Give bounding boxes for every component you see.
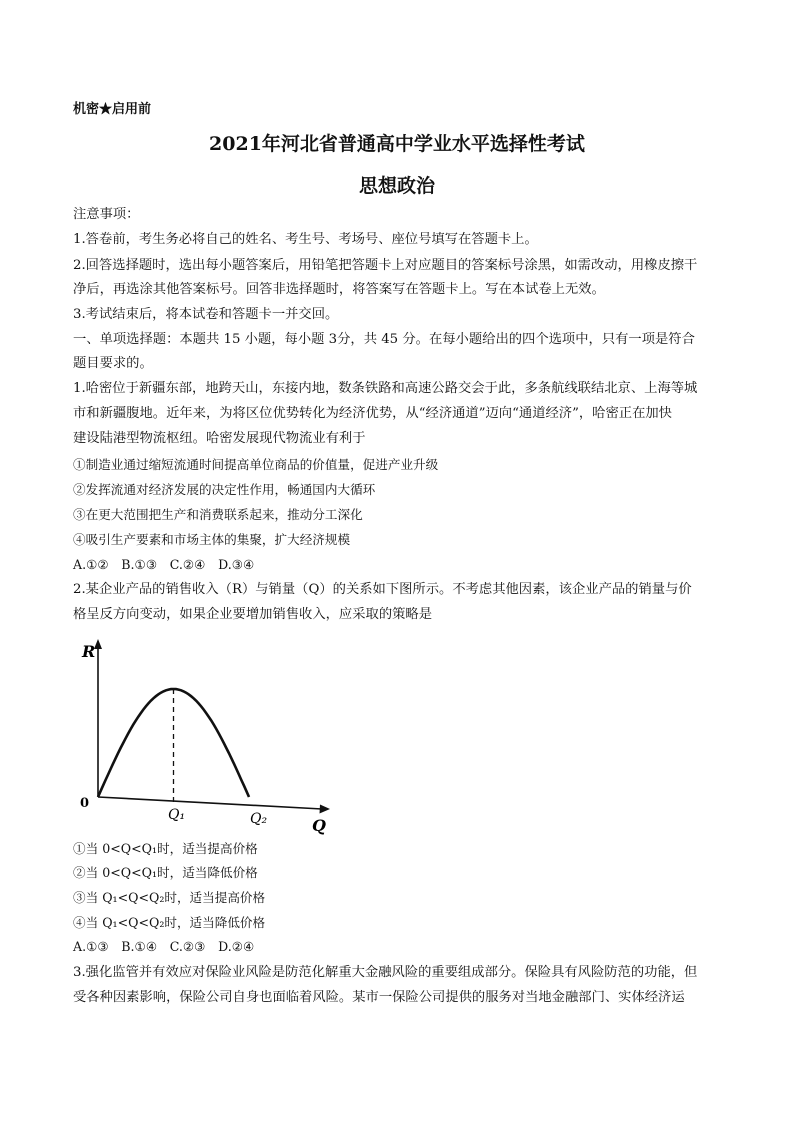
y-axis-label: R <box>82 642 96 661</box>
q3-stem-line-1: 3.强化监管并有效应对保险业风险是防范化解重大金融风险的重要组成部分。保险具有风险防范的功能，但 <box>73 965 698 980</box>
q1-option-3: ③在更大范围把生产和消费联系起来，推动分工深化 <box>73 507 363 522</box>
note-2-line-1: 2.回答选择题时，选出每小题答案后，用铅笔把答题卡上对应题目的答案标号涂黑，如需改动，用橡皮擦干 <box>73 258 698 273</box>
q2-option-2: ②当 0<Q<Q₁时，适当降低价格 <box>73 865 258 880</box>
q2-stem-line-1: 2.某企业产品的销售收入（R）与销量（Q）的关系如下图所示。不考虑其他因素，该企业产品的销量与价 <box>73 582 692 597</box>
notes-heading: 注意事项： <box>73 207 140 222</box>
q2-option-1: ①当 0<Q<Q₁时，适当提高价格 <box>73 841 258 856</box>
note-3: 3.考试结束后，将本试卷和答题卡一并交回。 <box>73 307 339 322</box>
q1-option-1: ①制造业通过缩短流通时间提高单位商品的价值量，促进产业升级 <box>73 457 439 472</box>
q1-option-4: ④吸引生产要素和市场主体的集聚，扩大经济规模 <box>73 532 351 547</box>
q2-choices: A.①③ B.①④ C.②③ D.②④ <box>73 939 255 954</box>
confidential-label: 机密★启用前 <box>73 102 152 117</box>
note-1: 1.答卷前，考生务必将自己的姓名、考生号、考场号、座位号填写在答题卡上。 <box>73 232 538 247</box>
exam-title: 2021年河北省普通高中学业水平选择性考试 <box>209 133 585 155</box>
q2-stem-line-2: 格呈反方向变动，如果企业要增加销售收入，应采取的策略是 <box>73 607 433 622</box>
q1-option-2: ②发挥流通对经济发展的决定性作用，畅通国内大循环 <box>73 482 376 497</box>
section-heading-line-1: 一、单项选择题：本题共 15 小题，每小题 3分，共 45 分。在每小题给出的四个选项中，只有一项是符合 <box>73 332 695 347</box>
q2-option-4: ④当 Q₁<Q<Q₂时，适当降低价格 <box>73 915 266 930</box>
x-axis <box>98 797 322 809</box>
q1-stem-line-3: 建设陆港型物流枢纽。哈密发展现代物流业有利于 <box>73 431 366 446</box>
q1-stem-line-1: 1.哈密位于新疆东部，地跨天山，东接内地，数条铁路和高速公路交会于此，多条航线联结北京、上海等城 <box>73 381 698 396</box>
q3-stem-line-2: 受各种因素影响，保险公司自身也面临着风险。某市一保险公司提供的服务对当地金融部门、实体经济运 <box>73 990 685 1005</box>
section-heading-line-2: 题目要求的。 <box>73 356 153 371</box>
origin-label: 0 <box>80 796 90 811</box>
q1-stem-line-2: 市和新疆腹地。近年来，为将区位优势转化为经济优势，从“经济通道”迈向“通道经济”，哈密正在加快 <box>73 406 672 421</box>
q1-choices: A.①② B.①③ C.②④ D.③④ <box>73 557 255 572</box>
x-axis-label: Q <box>312 816 326 835</box>
q2-option-3: ③当 Q₁<Q<Q₂时，适当提高价格 <box>73 890 266 905</box>
revenue-sales-chart <box>70 635 340 835</box>
x-axis-arrow <box>320 805 331 814</box>
subject-title: 思想政治 <box>358 175 435 197</box>
tick-label-q2: Q₂ <box>250 811 268 827</box>
tick-label-q1: Q₁ <box>168 807 186 823</box>
note-2-line-2: 净后，再选涂其他答案标号。回答非选择题时，将答案写在答题卡上。写在本试卷上无效。 <box>73 282 605 297</box>
